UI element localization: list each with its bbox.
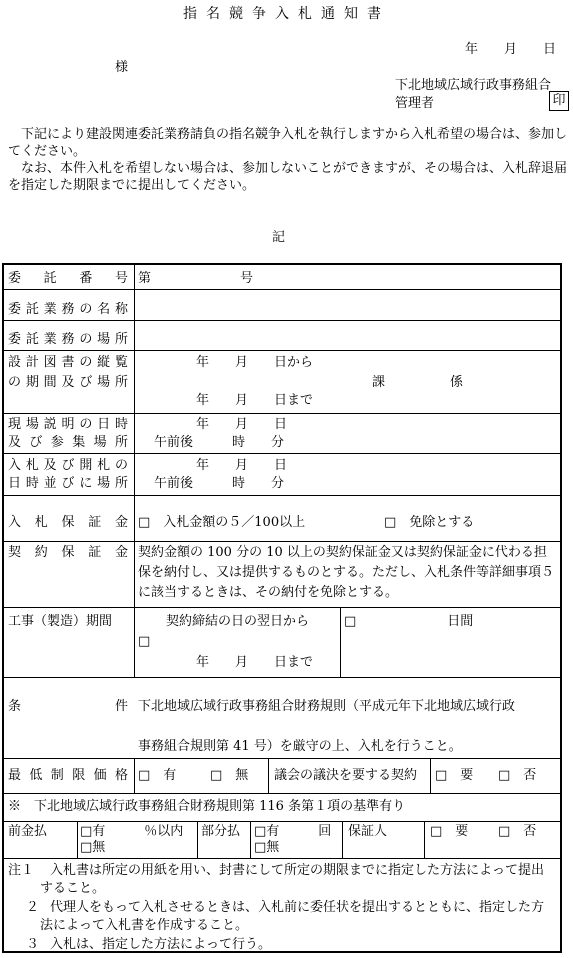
issuer-role: 管理者 <box>395 96 435 111</box>
label-design-viewing-1: 設計図書の縦覧 <box>8 355 128 370</box>
label-prepayment: 前金払 <box>8 824 48 839</box>
prepay-yes-checkbox[interactable]: □有 ％以内 <box>80 824 184 839</box>
label-site-explanation-1: 現場説明の日時 <box>8 417 128 432</box>
label-partial-payment: 部分払 <box>201 824 241 839</box>
design-section: 課 係 <box>372 375 464 390</box>
date-line: 年 月 日 <box>465 42 557 57</box>
financial-rule-note: ※ 下北地域広域行政事務組合財務規則第 116 条第１項の基準有り <box>8 799 406 814</box>
label-task-place: 委託業務の場所 <box>8 332 128 347</box>
note-3-number: ３ <box>26 937 40 952</box>
label-task-name: 委託業務の名称 <box>8 302 128 317</box>
note-2-text: 代理人をもって入札させるときは、入札前に委任状を提出するとともに、指定した方法によって入札書を作成すること。 <box>40 900 545 933</box>
label-bid-opening-1: 入札及び開札の <box>8 458 128 473</box>
partial-no-checkbox[interactable]: □無 <box>254 840 280 855</box>
min-price-no-checkbox[interactable]: □ 無 <box>210 768 249 783</box>
min-price-yes-checkbox[interactable]: □ 有 <box>138 768 177 783</box>
label-site-explanation-2: 及び参集場所 <box>8 435 128 450</box>
note-3-text: 入札は、指定した方法によって行う。 <box>50 937 272 952</box>
label-work-period: 工事（製造）期間 <box>8 614 113 629</box>
ki-heading: 記 <box>272 230 286 245</box>
site-time: 午前後 時 分 <box>154 435 285 450</box>
council-resolution-label: 議会の議決を要する契約 <box>274 768 418 783</box>
note-1-number: 注１ <box>8 863 35 878</box>
number-prefix: 第 <box>138 271 152 286</box>
guarantor-not-need-checkbox[interactable]: □ 否 <box>498 824 537 839</box>
period-until: 年 月 日まで <box>196 655 314 670</box>
label-bid-deposit: 入札保証金 <box>8 515 128 530</box>
period-start: 契約締結の日の翌日から <box>166 614 310 629</box>
period-date-checkbox[interactable]: □ <box>138 634 151 649</box>
design-until: 年 月 日まで <box>196 393 314 408</box>
intro-text <box>8 126 568 194</box>
intro-paragraph-2: なお、本件入札を希望しない場合は、参加しないことができますが、その場合は、入札辞退届を指定した期限までに提出してください。 <box>8 161 568 193</box>
bid-deposit-exempt-checkbox[interactable]: □ 免除とする <box>384 515 475 530</box>
label-bid-opening-2: 日時並びに場所 <box>8 476 128 491</box>
design-from: 年 月 日から <box>196 355 314 370</box>
note-1-text: 入札書は所定の用紙を用い、封書にして所定の期限までに指定した方法によって提出すること。 <box>40 863 545 896</box>
label-contract-deposit: 契約保証金 <box>8 545 128 560</box>
council-not-need-checkbox[interactable]: □ 否 <box>498 768 537 783</box>
guarantor-need-checkbox[interactable]: □ 要 <box>430 824 469 839</box>
label-contract-number: 委託番号 <box>8 271 128 286</box>
addressee-suffix: 様 <box>115 60 129 75</box>
site-date: 年 月 日 <box>196 417 288 432</box>
period-days-checkbox[interactable]: □ 日間 <box>344 614 474 629</box>
intro-paragraph-1: 下記により建設関連委託業務請負の指名競争入札を執行しますから入札希望の場合は、参加してください。 <box>8 127 568 159</box>
label-conditions: 条件 <box>8 699 128 714</box>
conditions-line-1: 下北地域広域行政事務組合財務規則（平成元年下北地域広域行政 <box>138 699 516 714</box>
bid-date: 年 月 日 <box>196 458 288 473</box>
notification-table <box>2 263 562 953</box>
label-design-viewing-2: の期間及び場所 <box>8 375 128 390</box>
bid-deposit-rate-checkbox[interactable]: □ 入札金額の５／100以上 <box>138 515 306 530</box>
label-guarantor: 保証人 <box>348 824 388 839</box>
label-minimum-price: 最低制限価格 <box>8 768 128 783</box>
issuer-org: 下北地域広域行政事務組合 <box>395 78 552 93</box>
note-2-number: ２ <box>26 900 40 915</box>
document-title: 指名競争入札通知書 <box>183 6 390 22</box>
partial-yes-checkbox[interactable]: □有 回 <box>254 824 332 839</box>
prepay-no-checkbox[interactable]: □無 <box>80 840 106 855</box>
bid-time: 午前後 時 分 <box>154 476 285 491</box>
council-need-checkbox[interactable]: □ 要 <box>435 768 474 783</box>
number-suffix: 号 <box>240 271 254 286</box>
contract-deposit-text: 契約金額の 100 分の 10 以上の契約保証金又は契約保証金に代わる担保を納付し、又は提供するものとする。ただし、入札条件等詳細事項５に該当するときは、その納付を免除とする。 <box>138 545 555 600</box>
conditions-line-2: 事務組合規則第 41 号）を厳守の上、入札を行うこと。 <box>138 739 462 754</box>
seal-box: 印 <box>549 91 569 111</box>
